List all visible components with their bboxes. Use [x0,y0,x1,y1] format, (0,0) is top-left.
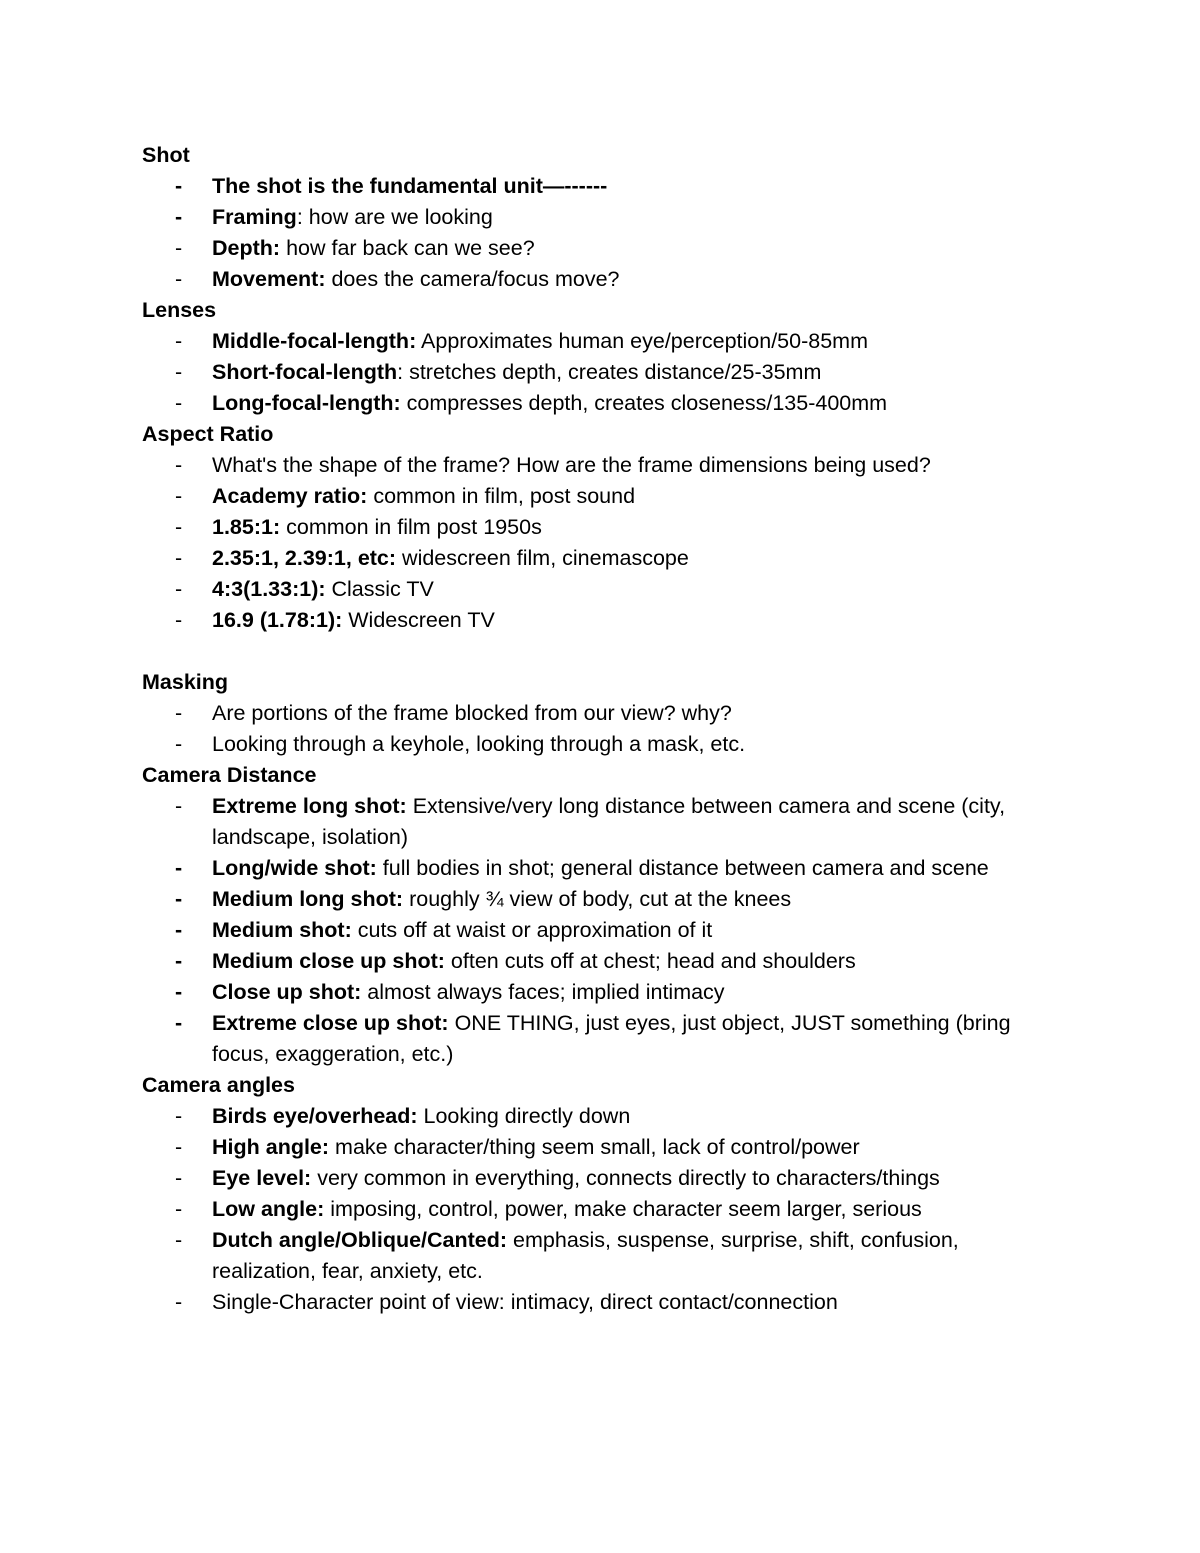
bullet-dash: - [175,887,183,911]
item-description: stretches depth, creates distance/25-35mm [409,360,822,384]
item-description: common in film, post sound [373,484,636,508]
section-heading: Camera angles [142,1073,295,1097]
item-term: Medium long shot: [212,887,404,911]
item-term: 1.85:1: [212,515,281,539]
section-masking [142,667,1042,760]
item-separator: : [397,360,410,384]
item-description: make character/thing seem small, lack of control/power [335,1135,860,1159]
list-item [142,450,1042,481]
item-term: 2.35:1, 2.39:1, etc: [212,546,397,570]
list-item [142,574,1042,605]
bullet-dash: - [175,980,183,1004]
section-aspect-ratio [142,419,1042,667]
item-description: Single-Character point of view: intimacy, direct contact/connection [212,1290,838,1314]
item-description: cuts off at waist or approximation of it [357,918,713,942]
section-lenses [142,295,1042,419]
item-term: High angle: [212,1135,330,1159]
item-term: Long-focal-length: [212,391,401,415]
item-description: Looking directly down [423,1104,631,1128]
item-term: Long/wide shot: [212,856,377,880]
item-description: very common in everything, connects directly to characters/things [317,1166,940,1190]
list-item [142,481,1042,512]
bullet-list [142,171,1042,295]
item-description: full bodies in shot; general distance between camera and scene [382,856,989,880]
item-term: Close up shot: [212,980,362,1004]
bullet-dash: - [175,1166,183,1190]
bullet-list [142,1101,1042,1318]
list-item [142,977,1042,1008]
bullet-dash: - [175,236,183,260]
bullet-dash: - [175,732,183,756]
bullet-dash: - [175,577,183,601]
item-description: What's the shape of the frame? How are the frame dimensions being used? [212,453,931,477]
section-heading: Shot [142,143,190,167]
bullet-dash: - [175,794,183,818]
item-description: Classic TV [331,577,434,601]
list-item [142,171,1042,202]
bullet-dash: - [175,267,183,291]
blank-line [142,636,1042,667]
section-heading: Camera Distance [142,763,317,787]
list-item [142,1132,1042,1163]
item-description: often cuts off at chest; head and shoulders [450,949,856,973]
list-item [142,946,1042,977]
section-camera-distance [142,760,1042,1070]
bullet-dash: - [175,1290,183,1314]
list-item [142,512,1042,543]
bullet-list [142,326,1042,419]
bullet-dash: - [175,856,183,880]
list-item [142,388,1042,419]
list-item [142,1101,1042,1132]
item-separator: : [296,205,309,229]
list-item [142,543,1042,574]
list-item [142,1194,1042,1225]
list-item [142,233,1042,264]
list-item [142,1008,1042,1070]
item-term: 16.9 (1.78:1): [212,608,343,632]
bullet-dash: - [175,1104,183,1128]
item-term: Depth: [212,236,281,260]
item-term: Birds eye/overhead: [212,1104,418,1128]
item-term: Short-focal-length [212,360,398,384]
bullet-dash: - [175,391,183,415]
section-shot [142,140,1042,295]
item-description: Widescreen TV [348,608,495,632]
bullet-dash: - [175,608,183,632]
bullet-dash: - [175,918,183,942]
item-description: does the camera/focus move? [331,267,620,291]
list-item [142,202,1042,233]
section-heading: Lenses [142,298,217,322]
list-item [142,1287,1042,1318]
item-description: roughly ¾ view of body, cut at the knees [409,887,792,911]
bullet-dash: - [175,174,183,198]
list-item [142,884,1042,915]
list-item [142,605,1042,636]
bullet-dash: - [175,546,183,570]
bullet-dash: - [175,1197,183,1221]
item-description: imposing, control, power, make character seem larger, serious [330,1197,922,1221]
item-description: how are we looking [308,205,493,229]
item-description: Approximates human eye/perception/50-85mm [421,329,868,353]
item-description: how far back can we see? [286,236,535,260]
bullet-dash: - [175,453,183,477]
bullet-dash: - [175,515,183,539]
document-page [142,140,1042,1318]
item-term: Extreme long shot: [212,794,407,818]
list-item [142,698,1042,729]
item-description: compresses depth, creates closeness/135-400mm [406,391,888,415]
item-description: Extensive/very long distance between camera and scene (city, landscape, isolation) [212,794,1006,849]
list-item [142,326,1042,357]
item-description: ONE THING, just eyes, just object, JUST something (bring focus, exaggeration, etc.) [212,1011,1011,1066]
item-term: Dutch angle/Oblique/Canted: [212,1228,508,1252]
item-term: 4:3(1.33:1): [212,577,326,601]
item-term: The shot is the fundamental unit—------ [212,174,608,198]
item-description: widescreen film, cinemascope [402,546,689,570]
item-term: Extreme close up shot: [212,1011,449,1035]
bullet-dash: - [175,205,183,229]
bullet-dash: - [175,1228,183,1252]
item-term: Medium shot: [212,918,352,942]
list-item [142,357,1042,388]
bullet-dash: - [175,360,183,384]
item-term: Movement: [212,267,326,291]
list-item [142,791,1042,853]
item-description: emphasis, suspense, surprise, shift, confusion, realization, fear, anxiety, etc. [212,1228,959,1283]
item-term: Low angle: [212,1197,325,1221]
list-item [142,1163,1042,1194]
item-term: Middle-focal-length: [212,329,417,353]
bullet-list [142,698,1042,760]
bullet-dash: - [175,484,183,508]
bullet-dash: - [175,1135,183,1159]
item-term: Medium close up shot: [212,949,445,973]
bullet-list [142,450,1042,636]
item-term: Eye level: [212,1166,312,1190]
list-item [142,729,1042,760]
bullet-dash: - [175,949,183,973]
item-description: Looking through a keyhole, looking through a mask, etc. [212,732,746,756]
list-item [142,264,1042,295]
list-item [142,915,1042,946]
section-heading: Aspect Ratio [142,422,274,446]
list-item [142,853,1042,884]
item-description: almost always faces; implied intimacy [367,980,725,1004]
bullet-dash: - [175,1011,183,1035]
item-term: Framing [212,205,297,229]
bullet-list [142,791,1042,1070]
section-heading: Masking [142,670,229,694]
list-item [142,1225,1042,1287]
item-term: Academy ratio: [212,484,368,508]
bullet-dash: - [175,701,183,725]
item-description: Are portions of the frame blocked from our view? why? [212,701,732,725]
section-camera-angles [142,1070,1042,1318]
item-description: common in film post 1950s [286,515,542,539]
bullet-dash: - [175,329,183,353]
